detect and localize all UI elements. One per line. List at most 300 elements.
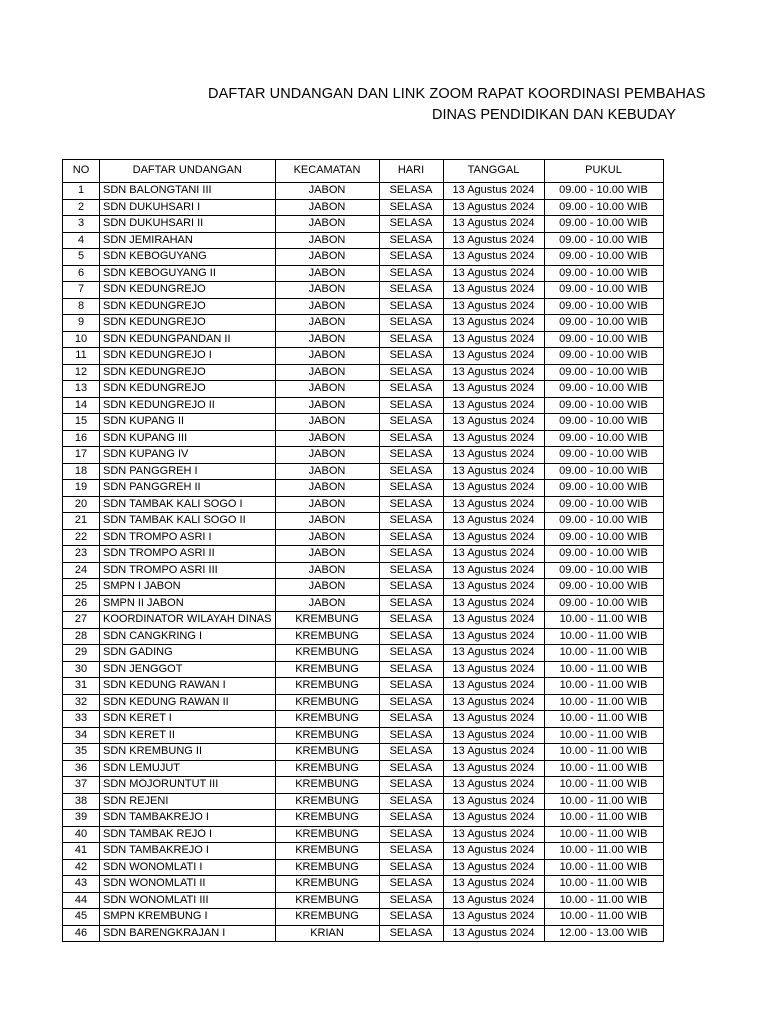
cell-no: 41 bbox=[63, 843, 100, 860]
cell-hari: SELASA bbox=[379, 529, 443, 546]
cell-tanggal: 13 Agustus 2024 bbox=[443, 315, 544, 332]
cell-pukul: 10.00 - 11.00 WIB bbox=[544, 892, 663, 909]
cell-tanggal: 13 Agustus 2024 bbox=[443, 628, 544, 645]
cell-no: 15 bbox=[63, 414, 100, 431]
cell-hari: SELASA bbox=[379, 298, 443, 315]
cell-pukul: 09.00 - 10.00 WIB bbox=[544, 216, 663, 233]
cell-hari: SELASA bbox=[379, 414, 443, 431]
cell-kecamatan: KREMBUNG bbox=[275, 843, 379, 860]
cell-no: 21 bbox=[63, 513, 100, 530]
cell-hari: SELASA bbox=[379, 628, 443, 645]
cell-school-name: SDN TAMBAK REJO I bbox=[100, 826, 276, 843]
cell-no: 8 bbox=[63, 298, 100, 315]
table-row bbox=[63, 183, 664, 200]
table-row bbox=[63, 447, 664, 464]
cell-hari: SELASA bbox=[379, 859, 443, 876]
cell-tanggal: 13 Agustus 2024 bbox=[443, 925, 544, 942]
cell-hari: SELASA bbox=[379, 579, 443, 596]
cell-tanggal: 13 Agustus 2024 bbox=[443, 381, 544, 398]
cell-hari: SELASA bbox=[379, 199, 443, 216]
cell-pukul: 09.00 - 10.00 WIB bbox=[544, 513, 663, 530]
cell-tanggal: 13 Agustus 2024 bbox=[443, 595, 544, 612]
cell-school-name: SDN KEDUNGREJO bbox=[100, 364, 276, 381]
cell-school-name: SDN TROMPO ASRI II bbox=[100, 546, 276, 563]
cell-hari: SELASA bbox=[379, 843, 443, 860]
title-line-1: DAFTAR UNDANGAN DAN LINK ZOOM RAPAT KOORDINASI PEMBAHAS bbox=[208, 86, 706, 102]
cell-kecamatan: JABON bbox=[275, 546, 379, 563]
cell-school-name: SDN CANGKRING I bbox=[100, 628, 276, 645]
table-header-row bbox=[63, 160, 664, 183]
cell-pukul: 09.00 - 10.00 WIB bbox=[544, 199, 663, 216]
cell-kecamatan: JABON bbox=[275, 562, 379, 579]
cell-kecamatan: JABON bbox=[275, 414, 379, 431]
cell-pukul: 09.00 - 10.00 WIB bbox=[544, 331, 663, 348]
cell-school-name: SDN KEBOGUYANG II bbox=[100, 265, 276, 282]
cell-school-name: SDN PANGGREH I bbox=[100, 463, 276, 480]
cell-hari: SELASA bbox=[379, 876, 443, 893]
header-hari: HARI bbox=[379, 160, 443, 183]
table-row bbox=[63, 612, 664, 629]
cell-tanggal: 13 Agustus 2024 bbox=[443, 760, 544, 777]
cell-hari: SELASA bbox=[379, 447, 443, 464]
cell-no: 10 bbox=[63, 331, 100, 348]
cell-pukul: 09.00 - 10.00 WIB bbox=[544, 348, 663, 365]
cell-pukul: 10.00 - 11.00 WIB bbox=[544, 628, 663, 645]
cell-school-name: SDN JENGGOT bbox=[100, 661, 276, 678]
cell-school-name: SDN KERET II bbox=[100, 727, 276, 744]
table-row bbox=[63, 711, 664, 728]
cell-hari: SELASA bbox=[379, 232, 443, 249]
cell-hari: SELASA bbox=[379, 562, 443, 579]
cell-tanggal: 13 Agustus 2024 bbox=[443, 892, 544, 909]
cell-kecamatan: KREMBUNG bbox=[275, 793, 379, 810]
cell-kecamatan: KREMBUNG bbox=[275, 744, 379, 761]
cell-school-name: SDN KUPANG IV bbox=[100, 447, 276, 464]
cell-pukul: 09.00 - 10.00 WIB bbox=[544, 364, 663, 381]
cell-kecamatan: JABON bbox=[275, 282, 379, 299]
cell-kecamatan: JABON bbox=[275, 529, 379, 546]
cell-kecamatan: JABON bbox=[275, 397, 379, 414]
cell-kecamatan: KREMBUNG bbox=[275, 678, 379, 695]
cell-no: 13 bbox=[63, 381, 100, 398]
cell-pukul: 09.00 - 10.00 WIB bbox=[544, 496, 663, 513]
cell-school-name: SDN KERET I bbox=[100, 711, 276, 728]
invitation-table bbox=[62, 159, 664, 942]
cell-pukul: 09.00 - 10.00 WIB bbox=[544, 282, 663, 299]
table-row bbox=[63, 628, 664, 645]
cell-school-name: SDN JEMIRAHAN bbox=[100, 232, 276, 249]
cell-no: 3 bbox=[63, 216, 100, 233]
cell-kecamatan: JABON bbox=[275, 595, 379, 612]
cell-school-name: SDN DUKUHSARI II bbox=[100, 216, 276, 233]
cell-school-name: SDN KEDUNGREJO I bbox=[100, 348, 276, 365]
table-row bbox=[63, 661, 664, 678]
cell-school-name: SDN TAMBAK KALI SOGO I bbox=[100, 496, 276, 513]
cell-school-name: SDN KUPANG II bbox=[100, 414, 276, 431]
cell-school-name: SDN KEDUNGREJO II bbox=[100, 397, 276, 414]
table-row bbox=[63, 826, 664, 843]
table-row bbox=[63, 546, 664, 563]
cell-school-name: SDN KEDUNGREJO bbox=[100, 381, 276, 398]
header-no: NO bbox=[63, 160, 100, 183]
cell-no: 37 bbox=[63, 777, 100, 794]
cell-school-name: SDN TAMBAKREJO I bbox=[100, 810, 276, 827]
cell-school-name: KOORDINATOR WILAYAH DINAS bbox=[100, 612, 276, 629]
cell-kecamatan: JABON bbox=[275, 315, 379, 332]
header-daftar-undangan: DAFTAR UNDANGAN bbox=[100, 160, 276, 183]
cell-school-name: SDN WONOMLATI II bbox=[100, 876, 276, 893]
cell-hari: SELASA bbox=[379, 265, 443, 282]
table-row bbox=[63, 562, 664, 579]
cell-kecamatan: JABON bbox=[275, 447, 379, 464]
table-row bbox=[63, 595, 664, 612]
table-row bbox=[63, 216, 664, 233]
cell-hari: SELASA bbox=[379, 711, 443, 728]
cell-pukul: 10.00 - 11.00 WIB bbox=[544, 678, 663, 695]
cell-hari: SELASA bbox=[379, 331, 443, 348]
cell-pukul: 12.00 - 13.00 WIB bbox=[544, 925, 663, 942]
table-body bbox=[63, 183, 664, 942]
cell-kecamatan: KREMBUNG bbox=[275, 612, 379, 629]
cell-no: 12 bbox=[63, 364, 100, 381]
cell-kecamatan: JABON bbox=[275, 513, 379, 530]
cell-school-name: SDN TROMPO ASRI I bbox=[100, 529, 276, 546]
cell-school-name: SDN KEDUNGREJO bbox=[100, 315, 276, 332]
cell-no: 28 bbox=[63, 628, 100, 645]
table-row bbox=[63, 282, 664, 299]
cell-no: 32 bbox=[63, 694, 100, 711]
header-tanggal: TANGGAL bbox=[443, 160, 544, 183]
cell-pukul: 09.00 - 10.00 WIB bbox=[544, 562, 663, 579]
cell-hari: SELASA bbox=[379, 282, 443, 299]
table-row bbox=[63, 463, 664, 480]
cell-kecamatan: JABON bbox=[275, 496, 379, 513]
cell-hari: SELASA bbox=[379, 397, 443, 414]
cell-hari: SELASA bbox=[379, 546, 443, 563]
cell-kecamatan: JABON bbox=[275, 199, 379, 216]
cell-school-name: SDN WONOMLATI I bbox=[100, 859, 276, 876]
cell-school-name: SDN DUKUHSARI I bbox=[100, 199, 276, 216]
cell-tanggal: 13 Agustus 2024 bbox=[443, 661, 544, 678]
cell-kecamatan: KREMBUNG bbox=[275, 694, 379, 711]
cell-school-name: SDN KREMBUNG II bbox=[100, 744, 276, 761]
cell-pukul: 10.00 - 11.00 WIB bbox=[544, 909, 663, 926]
cell-no: 30 bbox=[63, 661, 100, 678]
cell-kecamatan: JABON bbox=[275, 348, 379, 365]
cell-hari: SELASA bbox=[379, 826, 443, 843]
document-subtitle bbox=[0, 107, 768, 127]
header-kecamatan: KECAMATAN bbox=[275, 160, 379, 183]
cell-tanggal: 13 Agustus 2024 bbox=[443, 909, 544, 926]
cell-no: 46 bbox=[63, 925, 100, 942]
cell-no: 9 bbox=[63, 315, 100, 332]
table-row bbox=[63, 331, 664, 348]
cell-pukul: 10.00 - 11.00 WIB bbox=[544, 760, 663, 777]
cell-hari: SELASA bbox=[379, 364, 443, 381]
cell-kecamatan: KREMBUNG bbox=[275, 661, 379, 678]
cell-no: 39 bbox=[63, 810, 100, 827]
cell-pukul: 10.00 - 11.00 WIB bbox=[544, 727, 663, 744]
cell-no: 34 bbox=[63, 727, 100, 744]
cell-hari: SELASA bbox=[379, 183, 443, 200]
cell-hari: SELASA bbox=[379, 513, 443, 530]
table-row bbox=[63, 876, 664, 893]
cell-tanggal: 13 Agustus 2024 bbox=[443, 744, 544, 761]
cell-tanggal: 13 Agustus 2024 bbox=[443, 397, 544, 414]
cell-pukul: 09.00 - 10.00 WIB bbox=[544, 397, 663, 414]
cell-no: 22 bbox=[63, 529, 100, 546]
cell-school-name: SMPN KREMBUNG I bbox=[100, 909, 276, 926]
table-row bbox=[63, 777, 664, 794]
cell-kecamatan: JABON bbox=[275, 183, 379, 200]
cell-kecamatan: KREMBUNG bbox=[275, 711, 379, 728]
table-row bbox=[63, 232, 664, 249]
table-row bbox=[63, 645, 664, 662]
cell-kecamatan: KREMBUNG bbox=[275, 892, 379, 909]
cell-hari: SELASA bbox=[379, 216, 443, 233]
cell-pukul: 10.00 - 11.00 WIB bbox=[544, 711, 663, 728]
cell-tanggal: 13 Agustus 2024 bbox=[443, 810, 544, 827]
cell-pukul: 09.00 - 10.00 WIB bbox=[544, 546, 663, 563]
cell-pukul: 09.00 - 10.00 WIB bbox=[544, 414, 663, 431]
cell-pukul: 10.00 - 11.00 WIB bbox=[544, 859, 663, 876]
cell-school-name: SDN BALONGTANI III bbox=[100, 183, 276, 200]
cell-pukul: 09.00 - 10.00 WIB bbox=[544, 315, 663, 332]
cell-hari: SELASA bbox=[379, 430, 443, 447]
table-row bbox=[63, 249, 664, 266]
cell-tanggal: 13 Agustus 2024 bbox=[443, 645, 544, 662]
cell-tanggal: 13 Agustus 2024 bbox=[443, 826, 544, 843]
header-pukul: PUKUL bbox=[544, 160, 663, 183]
cell-school-name: SDN TAMBAKREJO I bbox=[100, 843, 276, 860]
cell-tanggal: 13 Agustus 2024 bbox=[443, 876, 544, 893]
cell-pukul: 09.00 - 10.00 WIB bbox=[544, 381, 663, 398]
table-row bbox=[63, 892, 664, 909]
cell-tanggal: 13 Agustus 2024 bbox=[443, 579, 544, 596]
cell-no: 1 bbox=[63, 183, 100, 200]
cell-pukul: 10.00 - 11.00 WIB bbox=[544, 645, 663, 662]
cell-hari: SELASA bbox=[379, 777, 443, 794]
cell-pukul: 10.00 - 11.00 WIB bbox=[544, 826, 663, 843]
cell-hari: SELASA bbox=[379, 645, 443, 662]
cell-no: 16 bbox=[63, 430, 100, 447]
cell-no: 36 bbox=[63, 760, 100, 777]
table-row bbox=[63, 513, 664, 530]
cell-school-name: SDN TROMPO ASRI III bbox=[100, 562, 276, 579]
table-row bbox=[63, 364, 664, 381]
table-row bbox=[63, 397, 664, 414]
table-row bbox=[63, 678, 664, 695]
cell-pukul: 09.00 - 10.00 WIB bbox=[544, 463, 663, 480]
cell-tanggal: 13 Agustus 2024 bbox=[443, 777, 544, 794]
cell-tanggal: 13 Agustus 2024 bbox=[443, 414, 544, 431]
table-row bbox=[63, 579, 664, 596]
cell-kecamatan: JABON bbox=[275, 364, 379, 381]
cell-school-name: SDN REJENI bbox=[100, 793, 276, 810]
cell-hari: SELASA bbox=[379, 249, 443, 266]
cell-kecamatan: KREMBUNG bbox=[275, 909, 379, 926]
cell-kecamatan: KREMBUNG bbox=[275, 777, 379, 794]
cell-hari: SELASA bbox=[379, 925, 443, 942]
cell-kecamatan: JABON bbox=[275, 265, 379, 282]
cell-no: 44 bbox=[63, 892, 100, 909]
table-row bbox=[63, 348, 664, 365]
cell-pukul: 09.00 - 10.00 WIB bbox=[544, 595, 663, 612]
cell-tanggal: 13 Agustus 2024 bbox=[443, 199, 544, 216]
cell-no: 42 bbox=[63, 859, 100, 876]
cell-no: 5 bbox=[63, 249, 100, 266]
cell-tanggal: 13 Agustus 2024 bbox=[443, 859, 544, 876]
cell-kecamatan: JABON bbox=[275, 381, 379, 398]
cell-pukul: 10.00 - 11.00 WIB bbox=[544, 612, 663, 629]
cell-tanggal: 13 Agustus 2024 bbox=[443, 480, 544, 497]
cell-hari: SELASA bbox=[379, 612, 443, 629]
cell-tanggal: 13 Agustus 2024 bbox=[443, 265, 544, 282]
cell-pukul: 09.00 - 10.00 WIB bbox=[544, 232, 663, 249]
table-row bbox=[63, 529, 664, 546]
cell-school-name: SDN WONOMLATI III bbox=[100, 892, 276, 909]
cell-tanggal: 13 Agustus 2024 bbox=[443, 678, 544, 695]
cell-school-name: SDN KUPANG III bbox=[100, 430, 276, 447]
cell-tanggal: 13 Agustus 2024 bbox=[443, 546, 544, 563]
cell-kecamatan: KREMBUNG bbox=[275, 826, 379, 843]
cell-kecamatan: KREMBUNG bbox=[275, 645, 379, 662]
cell-hari: SELASA bbox=[379, 892, 443, 909]
table-row bbox=[63, 315, 664, 332]
cell-hari: SELASA bbox=[379, 348, 443, 365]
cell-pukul: 10.00 - 11.00 WIB bbox=[544, 876, 663, 893]
cell-school-name: SDN KEDUNGREJO bbox=[100, 282, 276, 299]
cell-pukul: 10.00 - 11.00 WIB bbox=[544, 661, 663, 678]
cell-kecamatan: JABON bbox=[275, 331, 379, 348]
table-row bbox=[63, 810, 664, 827]
cell-school-name: SDN GADING bbox=[100, 645, 276, 662]
cell-hari: SELASA bbox=[379, 595, 443, 612]
cell-school-name: SDN BARENGKRAJAN I bbox=[100, 925, 276, 942]
cell-kecamatan: JABON bbox=[275, 463, 379, 480]
cell-school-name: SDN LEMUJUT bbox=[100, 760, 276, 777]
cell-no: 4 bbox=[63, 232, 100, 249]
cell-tanggal: 13 Agustus 2024 bbox=[443, 694, 544, 711]
table-row bbox=[63, 925, 664, 942]
cell-kecamatan: JABON bbox=[275, 579, 379, 596]
table-row bbox=[63, 843, 664, 860]
cell-tanggal: 13 Agustus 2024 bbox=[443, 793, 544, 810]
cell-pukul: 10.00 - 11.00 WIB bbox=[544, 843, 663, 860]
cell-hari: SELASA bbox=[379, 909, 443, 926]
table-row bbox=[63, 480, 664, 497]
cell-kecamatan: JABON bbox=[275, 216, 379, 233]
cell-kecamatan: JABON bbox=[275, 249, 379, 266]
cell-kecamatan: KREMBUNG bbox=[275, 628, 379, 645]
table-row bbox=[63, 414, 664, 431]
cell-no: 20 bbox=[63, 496, 100, 513]
cell-no: 33 bbox=[63, 711, 100, 728]
cell-school-name: SDN PANGGREH II bbox=[100, 480, 276, 497]
cell-kecamatan: KREMBUNG bbox=[275, 810, 379, 827]
cell-tanggal: 13 Agustus 2024 bbox=[443, 298, 544, 315]
cell-hari: SELASA bbox=[379, 463, 443, 480]
table-row bbox=[63, 793, 664, 810]
cell-pukul: 09.00 - 10.00 WIB bbox=[544, 529, 663, 546]
cell-school-name: SDN KEDUNGREJO bbox=[100, 298, 276, 315]
cell-hari: SELASA bbox=[379, 694, 443, 711]
cell-tanggal: 13 Agustus 2024 bbox=[443, 216, 544, 233]
cell-school-name: SMPN I JABON bbox=[100, 579, 276, 596]
cell-pukul: 09.00 - 10.00 WIB bbox=[544, 183, 663, 200]
table-row bbox=[63, 298, 664, 315]
cell-no: 18 bbox=[63, 463, 100, 480]
title-line-2: DINAS PENDIDIKAN DAN KEBUDAY bbox=[432, 107, 676, 123]
cell-school-name: SDN KEDUNG RAWAN I bbox=[100, 678, 276, 695]
cell-pukul: 09.00 - 10.00 WIB bbox=[544, 430, 663, 447]
cell-pukul: 10.00 - 11.00 WIB bbox=[544, 793, 663, 810]
cell-tanggal: 13 Agustus 2024 bbox=[443, 513, 544, 530]
cell-hari: SELASA bbox=[379, 760, 443, 777]
cell-hari: SELASA bbox=[379, 793, 443, 810]
cell-no: 24 bbox=[63, 562, 100, 579]
cell-school-name: SDN KEDUNGPANDAN II bbox=[100, 331, 276, 348]
cell-tanggal: 13 Agustus 2024 bbox=[443, 232, 544, 249]
cell-no: 29 bbox=[63, 645, 100, 662]
cell-no: 31 bbox=[63, 678, 100, 695]
cell-no: 14 bbox=[63, 397, 100, 414]
table-row bbox=[63, 744, 664, 761]
cell-no: 23 bbox=[63, 546, 100, 563]
cell-pukul: 09.00 - 10.00 WIB bbox=[544, 480, 663, 497]
cell-school-name: SMPN II JABON bbox=[100, 595, 276, 612]
table-row bbox=[63, 694, 664, 711]
table-row bbox=[63, 381, 664, 398]
cell-tanggal: 13 Agustus 2024 bbox=[443, 348, 544, 365]
document-title bbox=[0, 86, 768, 106]
cell-school-name: SDN MOJORUNTUT III bbox=[100, 777, 276, 794]
cell-school-name: SDN KEDUNG RAWAN II bbox=[100, 694, 276, 711]
cell-tanggal: 13 Agustus 2024 bbox=[443, 447, 544, 464]
cell-kecamatan: KRIAN bbox=[275, 925, 379, 942]
cell-no: 2 bbox=[63, 199, 100, 216]
cell-tanggal: 13 Agustus 2024 bbox=[443, 496, 544, 513]
cell-pukul: 09.00 - 10.00 WIB bbox=[544, 249, 663, 266]
cell-hari: SELASA bbox=[379, 496, 443, 513]
cell-no: 7 bbox=[63, 282, 100, 299]
cell-no: 40 bbox=[63, 826, 100, 843]
cell-no: 17 bbox=[63, 447, 100, 464]
cell-pukul: 10.00 - 11.00 WIB bbox=[544, 694, 663, 711]
cell-tanggal: 13 Agustus 2024 bbox=[443, 562, 544, 579]
cell-hari: SELASA bbox=[379, 744, 443, 761]
cell-pukul: 09.00 - 10.00 WIB bbox=[544, 579, 663, 596]
cell-hari: SELASA bbox=[379, 727, 443, 744]
cell-tanggal: 13 Agustus 2024 bbox=[443, 612, 544, 629]
cell-kecamatan: KREMBUNG bbox=[275, 876, 379, 893]
cell-kecamatan: KREMBUNG bbox=[275, 859, 379, 876]
cell-kecamatan: JABON bbox=[275, 480, 379, 497]
cell-hari: SELASA bbox=[379, 678, 443, 695]
cell-hari: SELASA bbox=[379, 661, 443, 678]
cell-no: 27 bbox=[63, 612, 100, 629]
cell-school-name: SDN TAMBAK KALI SOGO II bbox=[100, 513, 276, 530]
cell-tanggal: 13 Agustus 2024 bbox=[443, 463, 544, 480]
cell-no: 38 bbox=[63, 793, 100, 810]
cell-tanggal: 13 Agustus 2024 bbox=[443, 183, 544, 200]
table-row bbox=[63, 199, 664, 216]
cell-tanggal: 13 Agustus 2024 bbox=[443, 282, 544, 299]
table-row bbox=[63, 909, 664, 926]
cell-hari: SELASA bbox=[379, 315, 443, 332]
table-row bbox=[63, 496, 664, 513]
cell-tanggal: 13 Agustus 2024 bbox=[443, 331, 544, 348]
